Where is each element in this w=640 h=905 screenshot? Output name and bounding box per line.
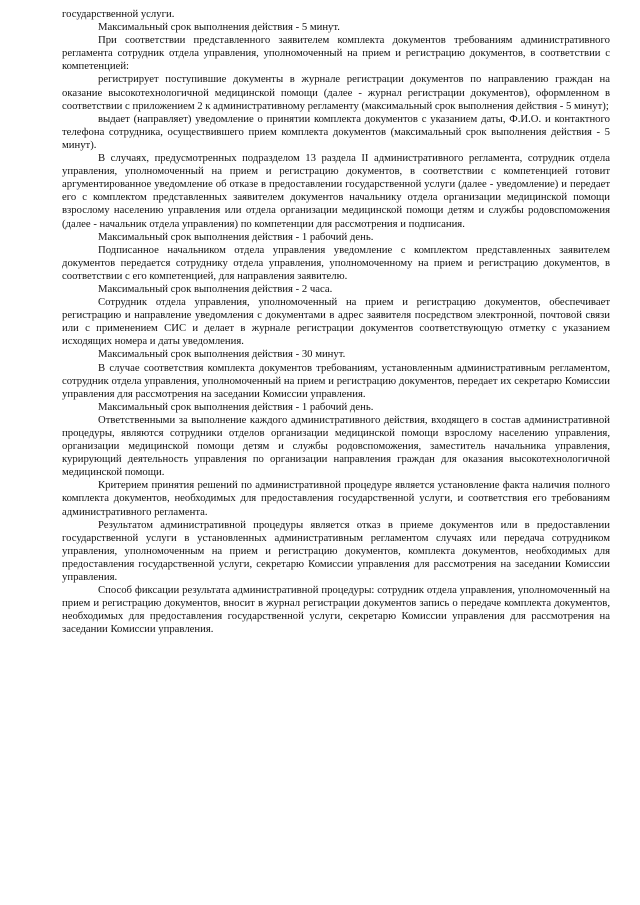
paragraph-deadline: Максимальный срок выполнения действия - 30 минут.: [98, 348, 346, 361]
paragraph: Ответственными за выполнение каждого административного действия, входящего в состав административной процедуры, являются сотрудники отделов организации медицинской помощи взрослому населению управления, организации медицинской помощи детям и службы родовспоможения, заместитель начальника управления, курирующий деятельность управления по организации направления граждан для оказания высокотехнологичной медицинской помощи.: [62, 413, 610, 479]
paragraph: В случаях, предусмотренных подразделом 13 раздела II административного регламента, сотрудник отдела управления, уполномоченный на прием и регистрацию документов, в соответствии с компетенцией готовит аргументированное уведомление об отказе в предоставлении государственной услуги (далее - уведомление) и передает его с комплектом представленных заявителем документов начальнику отдела организации медицинской помощи взрослому населению управления или отдела организации медицинской помощи детям и службы родовспоможения (далее - начальник отдела управления) по компетенции для рассмотрения и подписания.: [62, 152, 610, 230]
paragraph: Критерием принятия решений по административной процедуре является установление факта наличия полного комплекта документов, необходимых для предоставления государственной услуги, и соответствия его требованиям административного регламента.: [62, 479, 610, 518]
document-page: [62, 8, 610, 637]
paragraph-continuation: государственной услуги.: [62, 8, 175, 20]
paragraph-deadline: Максимальный срок выполнения действия - 1 рабочий день.: [98, 230, 374, 243]
paragraph: Результатом административной процедуры является отказ в приеме документов или в предоставлении государственной услуги в установленных административным регламентом случаях или передача сотрудником управления, уполномоченным на прием и регистрацию документов, комплекта документов, необходимых для предоставления государственной услуги, секретарю Комиссии управления для рассмотрения на заседании Комиссии управления.: [62, 518, 610, 584]
paragraph-deadline: Максимальный срок выполнения действия - 1 рабочий день.: [98, 400, 374, 413]
paragraph-deadline: Максимальный срок выполнения действия - 2 часа.: [98, 282, 333, 295]
paragraph: Сотрудник отдела управления, уполномоченный на прием и регистрацию документов, обеспечивает регистрацию и направление уведомления с документами в адрес заявителя посредством электронной, почтовой связи или с применением СИС и делает в журнале регистрации документов соответствующую отметку с указанием исходящих номера и даты уведомления.: [62, 296, 610, 348]
paragraph: Подписанное начальником отдела управления уведомление с комплектом представленных заявителем документов передается сотруднику отдела управления, уполномоченному на прием и регистрацию документов, в соответствии с его компетенцией, для направления заявителю.: [62, 243, 610, 282]
paragraph: выдает (направляет) уведомление о принятии комплекта документов с указанием даты, Ф.И.О. и контактного телефона сотрудника, осуществившего прием комплекта документов (максимальный срок выполнения действия - 5 минут).: [62, 112, 610, 151]
paragraph: Способ фиксации результата административной процедуры: сотрудник отдела управления, уполномоченный на прием и регистрацию документов, вносит в журнал регистрации документов запись о передаче комплекта документов, необходимых для предоставления государственной услуги, секретарю Комиссии управления для рассмотрения на заседании Комиссии управления.: [62, 584, 610, 636]
paragraph: регистрирует поступившие документы в журнале регистрации документов по направлению граждан на оказание высокотехнологичной медицинской помощи (далее - журнал регистрации документов), оформленном в соответствии с приложением 2 к административному регламенту (максимальный срок выполнения действия - 5 минут);: [62, 73, 610, 112]
paragraph: В случае соответствия комплекта документов требованиям, установленным административным регламентом, сотрудник отдела управления, уполномоченный на прием и регистрацию документов, передает их секретарю Комиссии управления для рассмотрения на заседании Комиссии управления.: [62, 361, 610, 400]
paragraph: При соответствии представленного заявителем комплекта документов требованиям административного регламента сотрудник отдела управления, уполномоченный на прием и регистрацию документов, в соответствии с компетенцией:: [62, 34, 610, 73]
paragraph-deadline: Максимальный срок выполнения действия - 5 минут.: [98, 21, 340, 34]
